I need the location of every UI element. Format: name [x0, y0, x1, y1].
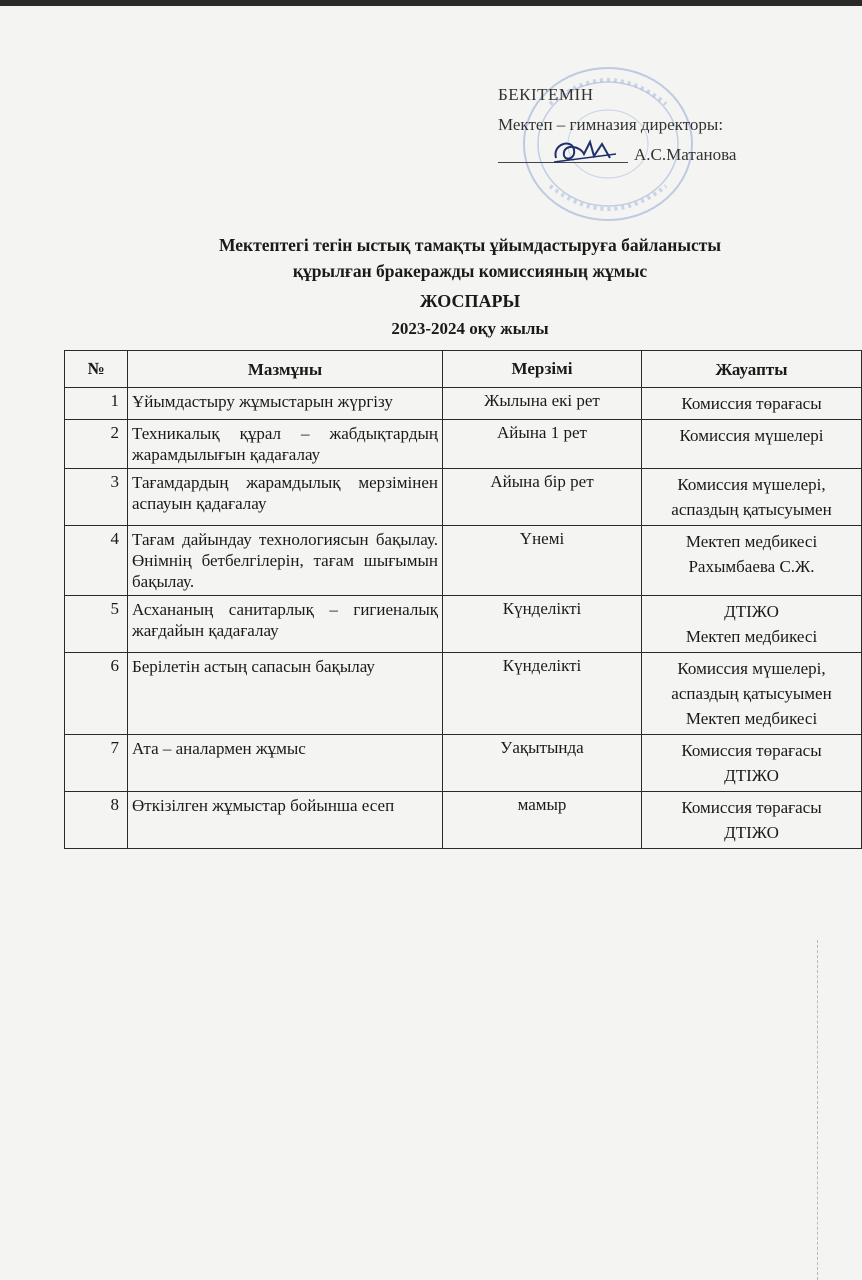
top-edge [0, 0, 862, 6]
row-term: Жылына екі рет [443, 388, 642, 420]
header-content: Мазмұны [128, 351, 443, 388]
handwritten-signature [550, 134, 620, 168]
responsible-line: Мектеп медбикесі [685, 627, 818, 646]
row-num: 4 [65, 526, 128, 596]
row-num: 7 [65, 735, 128, 792]
row-content: Ұйымдастыру жұмыстарын жүргізу [128, 388, 443, 420]
row-content: Асхананың санитарлық – гигиеналық жағдайын қадағалау [128, 596, 443, 653]
row-responsible [642, 792, 862, 849]
row-content: Ата – аналармен жұмыс [128, 735, 443, 792]
responsible-line: Мектеп медбикесі [685, 532, 818, 551]
header-term: Мерзімі [443, 351, 642, 388]
title-line-1: Мектептегі тегін ыстық тамақты ұйымдастыруға байланысты [218, 235, 722, 255]
responsible-line: Рахымбаева С.Ж. [688, 557, 815, 576]
row-responsible [642, 469, 862, 526]
row-term: мамыр [443, 792, 642, 849]
responsible-line: ДТІЖО [724, 766, 779, 785]
row-responsible [642, 420, 862, 469]
row-content: Тағамдардың жарамдылық мерзімінен аспауын қадағалау [128, 469, 443, 526]
plan-table [64, 350, 862, 849]
responsible-line: ДТІЖО [724, 602, 779, 621]
row-num: 1 [65, 388, 128, 420]
row-content: Өткізілген жұмыстар бойынша есеп [128, 792, 443, 849]
table-row [65, 735, 862, 792]
row-responsible [642, 653, 862, 735]
row-num: 8 [65, 792, 128, 849]
header-responsible: Жауапты [642, 351, 862, 388]
responsible-line: Комиссия мүшелері, [677, 475, 826, 494]
table-row [65, 469, 862, 526]
row-content: Берілетін астың сапасын бақылау [128, 653, 443, 735]
table-row [65, 596, 862, 653]
row-content: Тағам дайындау технологиясын бақылау. Өнімнің бетбелгілерін, тағам шығымын бақылау. [128, 526, 443, 596]
responsible-line: аспаздың қатысуымен [671, 684, 832, 703]
responsible-line: Комиссия төрағасы [681, 798, 822, 817]
approval-heading: БЕКІТЕМІН [498, 85, 594, 104]
title-line-2: құрылған бракеражды комиссияның жұмыс [292, 261, 648, 281]
responsible-line: ДТІЖО [724, 823, 779, 842]
signature-line [498, 140, 737, 170]
table-row [65, 388, 862, 420]
row-num: 3 [65, 469, 128, 526]
row-responsible [642, 735, 862, 792]
table-row [65, 653, 862, 735]
table-row [65, 526, 862, 596]
row-num: 2 [65, 420, 128, 469]
table-row [65, 792, 862, 849]
row-content: Техникалық құрал – жабдықтардың жарамдылығын қадағалау [128, 420, 443, 469]
row-term: Күнделікті [443, 596, 642, 653]
director-position: Мектеп – гимназия директоры: [498, 115, 724, 134]
row-responsible [642, 526, 862, 596]
row-term: Үнемі [443, 526, 642, 596]
responsible-line: Комиссия төрағасы [681, 394, 822, 413]
row-term: Айына 1 рет [443, 420, 642, 469]
title-plan: ЖОСПАРЫ [419, 291, 521, 311]
header-num: № [65, 351, 128, 388]
responsible-line: Мектеп медбикесі [685, 709, 818, 728]
title-year: 2023-2024 оқу жылы [391, 319, 549, 338]
row-responsible [642, 388, 862, 420]
director-name: А.С.Матанова [634, 145, 737, 164]
responsible-line: Комиссия мүшелері [679, 426, 824, 445]
row-term: Күнделікті [443, 653, 642, 735]
table-row [65, 420, 862, 469]
row-num: 6 [65, 653, 128, 735]
row-term: Айына бір рет [443, 469, 642, 526]
table-header-row [65, 351, 862, 388]
scan-edge-line [817, 940, 818, 1280]
document-title [140, 232, 800, 342]
responsible-line: Комиссия мүшелері, [677, 659, 826, 678]
row-term: Уақытында [443, 735, 642, 792]
row-responsible [642, 596, 862, 653]
responsible-line: Комиссия төрағасы [681, 741, 822, 760]
approval-block [498, 80, 737, 170]
responsible-line: аспаздың қатысуымен [671, 500, 832, 519]
row-num: 5 [65, 596, 128, 653]
